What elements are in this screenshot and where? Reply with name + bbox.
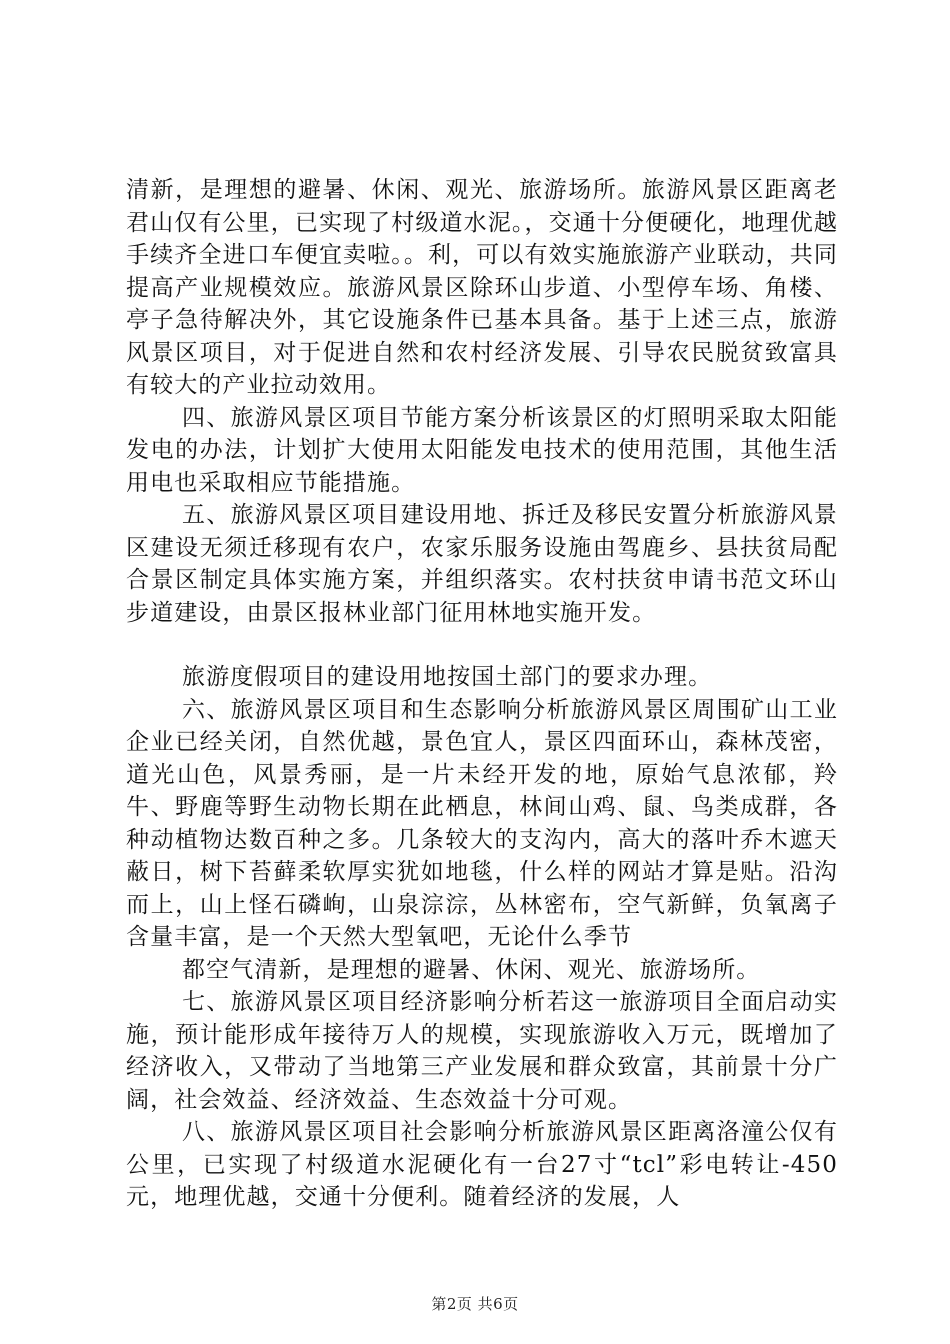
paragraph-section-6: 六、旅游风景区项目和生态影响分析旅游风景区周围矿山工业企业已经关闭，自然优越，景色宜人，景区四面环山，森林茂密，道光山色，风景秀丽，是一片未经开发的地，原始气息浓郁，羚牛、野鹿等野生动物长期在此栖息，林间山鸡、鼠、鸟类成群，各种动植物达数百种之多。几条较大的支沟内，高大的落叶乔木遮天蔽日，树下苔藓柔软厚实犹如地毯，什么样的网站才算是贴。沿沟而上，山上怪石磷峋，山泉淙淙，丛林密布，空气新鲜，负氧离子含量丰富，是一个天然大型氧吧，无论什么季节 [126,696,838,950]
paragraph-section-5: 五、旅游风景区项目建设用地、拆迁及移民安置分析旅游风景区建设无须迁移现有农户，农家乐服务设施由驾鹿乡、县扶贫局配合景区制定具体实施方案，并组织落实。农村扶贫申请书范文环山步道建设，由景区报林业部门征用林地实施开发。 [126,502,838,626]
paragraph-section-4: 四、旅游风景区项目节能方案分析该景区的灯照明采取太阳能发电的办法，计划扩大使用太阳能发电技术的使用范围，其他生活用电也采取相应节能措施。 [126,404,838,496]
paragraph-season: 都空气清新，是理想的避暑、休闲、观光、旅游场所。 [182,956,761,983]
paragraph-section-7: 七、旅游风景区项目经济影响分析若这一旅游项目全面启动实施，预计能形成年接待万人的规模，实现旅游收入万元，既增加了经济收入，又带动了当地第三产业发展和群众致富，其前景十分广阔，社会效益、经济效益、生态效益十分可观。 [126,989,838,1113]
paragraph-section-8: 八、旅游风景区项目社会影响分析旅游风景区距离洛潼公仅有公里，已实现了村级道水泥硬化有一台27寸“tcl”彩电转让-450元，地理优越，交通十分便利。随着经济的发展，人 [126,1119,838,1210]
page-number-footer: 第2页 共6页 [431,1295,519,1313]
body-text [126,174,838,1214]
paragraph-land-use: 旅游度假项目的建设用地按国土部门的要求办理。 [182,664,713,690]
paragraph-continued: 清新，是理想的避暑、休闲、观光、旅游场所。旅游风景区距离老君山仅有公里，已实现了村级道水泥。，交通十分便硬化，地理优越手续齐全进口车便宜卖啦。。利，可以有效实施旅游产业联动，共同提高产业规模效应。旅游风景区除环山步道、小型停车场、角楼、亭子急待解决外，其它设施条件已基本具备。基于上述三点，旅游风景区项目，对于促进自然和农村经济发展、引导农民脱贫致富具有较大的产业拉动效用。 [126,177,838,398]
